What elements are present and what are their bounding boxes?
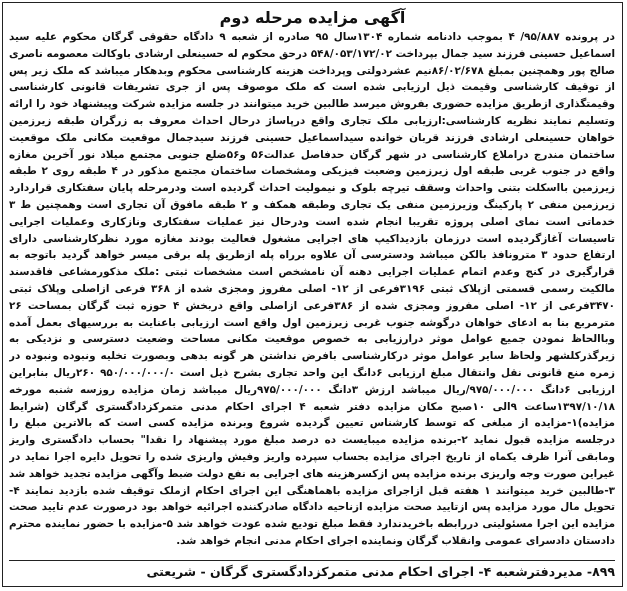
notice-body: در پرونده ۹۵/۸۸۷/ ۴ بموجب دادنامه شماره ۱۳۰۴سال ۹۵ صادره از شعبه ۹ دادگاه حقوقی گرگان محکوم علیه سید اسماعیل حسینی فرزند سید جمال بپرداخت ۵۴۸/۰۵۳/۱۷۲/۰۲ درحق محکوم له حسینعلی ارشادی باوکالت معصومه ناصری صالح پور وهمچنین بمبلغ ۸۶/۰۲/۶۷۸نیم عشردولتی وپرداخت هزینه کارشناسی محکوم وبدهکار میباشد که ملک زیر پس از توقیف کارشناسی وقیمت ذیل ارزیابی شده است که ملک موصوف پس از جری تشریفات قانونی کارشناسی وقیمتگذاری ازطریق مزایده حضوری بفروش میرسد طالبین خرید میتوانند در جلسه مزایده شرکت وپیشنهاد خود را ارائه وتسلیم نمایند نظریه کارشناسی:ارزیابی ملک تجاری واقع درپاساژ درحال احداث معروف به زرگران طبقه زیرزمین خواهان حسینعلی ارشادی فرزند قربان خوانده سیداسماعیل حسینی فرزند سیدجمال موقعیت مکانی ملک موقعیت ساختمان مندرج دراملاع کارشناسی در شهر گرگان حدفاصل عدالت۵۶ و۵۶ضلع جنوبی مجتمع میلاد نور آخرین مغازه واقع در جنوب غربی طبقه اول زیرزمین وضعیت فیزیکی ومشخصات ساختمان مجتمع مذکور در ۴ طبقه روی ۲ طبقه زیرزمین بااسکلت بتنی واحداث وسقف تیرچه بلوک و نیمولیت احداث گردیده است ودرمرحله پایان سفتکاری قراردارد زیرزمین منفی ۲ پارکینگ وزیرزمین منفی یک تجاری وطبقه همکف و ۲ طبقه مافوق آن تجاری است وهمچنین ط ۳ خدماتی است نمای اصلی پروژه تقریبا انجام شده است ودرحال نیز عملیات سفتکاری ونازکاری وعملیات اجرایی تاسیسات آغازگردیده است درزمان بازدیداکیپ های اجرایی مشغول فعالیت بودند مغازه مورد نظرکارشناسی دارای ارتفاع حدود ۳ مترونافذ بالکن میباشد ودسترسی آن علاوه برراه پله ازطریق پله برقی میسر خواهد گردید باتوجه به قرارگیری در کنج وعدم اتمام عملیات اجرایی دهنه آن نامشخص است مشخصات ثبتی :ملک مذکورمشاعی فاقدسند مالکیت رسمی قسمتی ازپلاک ثبتی ۳۱۹۶فرعی از ۱۲- اصلی مفروز ومجزی شده از ۳۶۸ فرعی ازاصلی وپلاک ثبتی ۳۴۷۰فرعی از ۱۲- اصلی مفروز ومجزی شده از ۳۸۶فرعی ازاصلی واقع دربخش ۴ حوزه ثبت گرگان بمساحت ۲۶ مترمربع بنا به ادعای خواهان درگوشه جنوب غربی زیرزمین اول واقع است ارزیابی باعنایت به بررسیهای بعمل آمده وباالحاظ نمودن جمیع عوامل موثر درارزیابی به خصوص موقعیت مکانی مساحت وضعیت دسترسی و نزدیکی به زیرگذرکلشهر ولحاظ سایر عوامل موثر درکارشناسی بافرض نداشتن هر گونه بدهی وبصورت تخلیه ونبوده ونبوده در زمره منع قانونی نقل وانتقال مبلغ ارزیابی ۶دانگ این واحد تجاری بشرح ذیل است ۹۵۰/۰۰۰/۰۰۰/۰ ۲۶۰ریال بنابراین ارزیابی ۶دانگ ۹۷۵/۰۰۰/۰۰۰/ریال میباشد ارزش ۳دانگ ۹۷۵/۰۰۰/۰۰۰ریال میباشد زمان مزایده روزسه شنبه مورخه ۱۳۹۷/۱۰/۱۸ساعت ۹الی ۱۰صبح مکان مزایده دفتر شعبه ۴ اجرای احکام مدنی متمرکزدادگستری گرگان (شرایط مزایده)۱-مزایده از مبلغی که توسط کارشناس تعیین گردیده شروع وبرنده مزایده کسی است که بالاترین مبلغ را درجلسه مزایده قبول نماید ۲-برنده مزایده میبایست ده درصد مبلغ مورد پیشنهاد را نقدا" بحساب دادگستری واریز ومابقی آنرا ظرف یکماه از تاریخ اجرای مزایده بحساب سپرده واریز وفیش واریزی شده را تحویل دایره اجرا نماید در غیراین صورت وجه واریزی برنده مزایده پس ازکسرهزینه های اجرایی به نفع دولت ضبط وآگهی مزایده تجدید خواهد شد ۳-طالبین خرید میتوانند ۱ هفته قبل ازاجرای مزایده باهماهنگی این اجرای احکام ازملک توقیف شده بازدید نمایند ۴-تحویل مال مورد مزایده پس ازتایید صحت مزایده ازناحیه دادگاه صادرکننده اجرائیه خواهد بود درصورت عدم تایید صحت مزایده این اجرا مسئولیتی دررابطه باخریدندارد فقط مبلغ تودیع شده عودت خواهد شد ۵-مزایده با حضور نماینده محترم دادستان دادسرای عمومی وانقلاب گرگان ونماینده اجرای احکام مدنی انجام خواهد شد. [9,31,615,547]
auction-notice [2,2,623,587]
notice-title: آگهی مزایده مرحله دوم [219,8,406,27]
notice-footer-signature: ۸۹۹- مدیردفترشعبه ۴- اجرای احکام مدنی متمرکزدادگستری گرگان - شریعتی [9,560,615,583]
